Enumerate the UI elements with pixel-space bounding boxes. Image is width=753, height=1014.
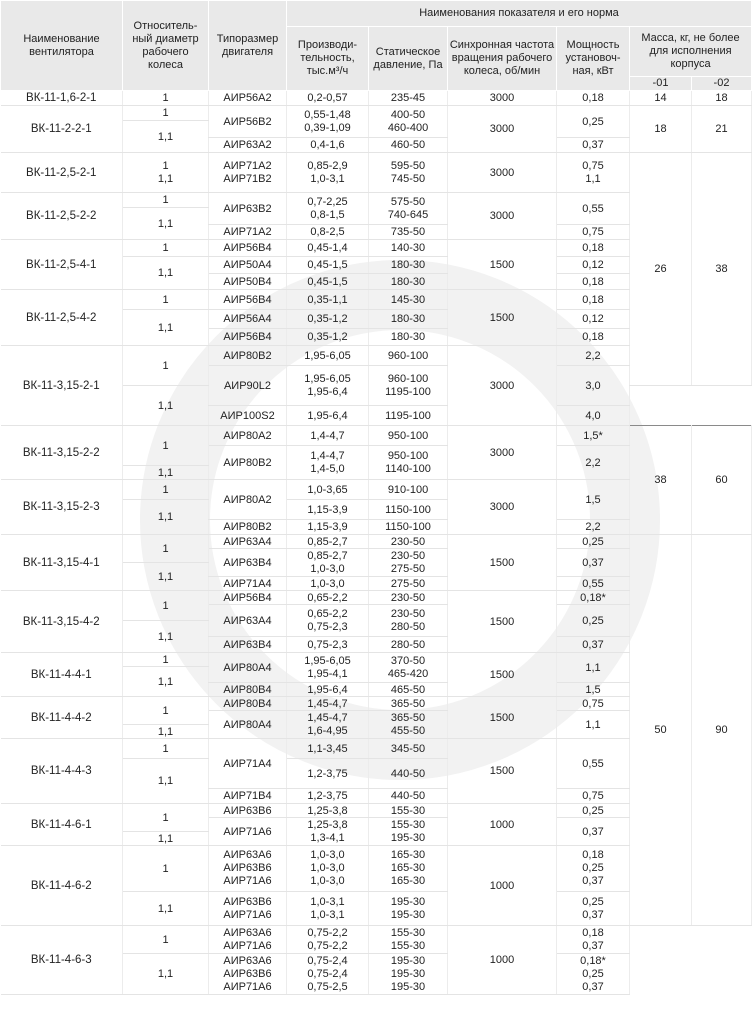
- power: 0,18: [557, 240, 630, 257]
- fan-name: ВК-11-2,5-2-2: [1, 193, 123, 240]
- pressure: 465-420: [387, 667, 429, 680]
- header-mass: Масса, кг, не более для исполнения корпуса: [630, 27, 752, 77]
- fan-name: ВК-11-2-2-1: [1, 106, 123, 153]
- rel-diameter: 1,1: [123, 954, 209, 995]
- rel-diameter: 1,1: [123, 121, 209, 153]
- header-rel-diameter: Относитель-ный диаметр рабочего колеса: [123, 1, 209, 91]
- pressure: 455-50: [390, 724, 426, 737]
- mass-02: 60: [692, 426, 752, 535]
- pressure: 960-100: [387, 372, 429, 385]
- pressure: 195-30: [390, 954, 426, 967]
- rel-diameter: 1: [123, 290, 209, 310]
- motor-type: АИР80А4: [209, 653, 287, 683]
- pressure: 155-30: [390, 939, 426, 952]
- pressure: 140-30: [369, 240, 448, 257]
- rel-diameter: 1: [162, 159, 169, 172]
- mass-02: 90: [692, 535, 752, 926]
- capacity: 0,75-2,3: [307, 620, 348, 633]
- capacity: 1,25-3,8: [307, 818, 348, 831]
- power: 1,5*: [557, 426, 630, 446]
- power: 0,25: [557, 535, 630, 549]
- header-mass-01: -01: [630, 77, 692, 91]
- pressure: 1140-100: [385, 462, 431, 475]
- rel-diameter: 1: [123, 106, 209, 121]
- pressure: 195-30: [390, 980, 426, 993]
- capacity: 0,2-0,57: [287, 91, 369, 106]
- fan-name: ВК-11-2,5-2-1: [1, 153, 123, 193]
- pressure: 275-50: [369, 577, 448, 591]
- rel-diameter: 1: [123, 346, 209, 386]
- speed: 3000: [448, 480, 557, 535]
- motor-type: АИР56В4: [209, 240, 287, 257]
- motor-type: АИР80А2: [209, 426, 287, 446]
- power: 0,37: [582, 908, 604, 921]
- rel-diameter: 1,1: [157, 172, 174, 185]
- fan-name: ВК-11-4-6-2: [1, 846, 123, 926]
- pressure: 370-50: [390, 654, 426, 667]
- power: 1,1: [557, 653, 630, 683]
- fan-name: ВК-11-4-4-2: [1, 697, 123, 739]
- pressure: 180-30: [369, 329, 448, 346]
- power: 0,25: [582, 862, 604, 874]
- pressure: 960-100: [369, 346, 448, 366]
- power: 0,37: [557, 637, 630, 653]
- pressure: 440-50: [369, 789, 448, 804]
- pressure: 365-50: [369, 697, 448, 711]
- pressure: 195-30: [390, 908, 426, 921]
- capacity: 1,0-3,1: [310, 895, 345, 908]
- capacity: 0,85-2,9: [307, 159, 348, 172]
- speed: 3000: [448, 193, 557, 240]
- power: 0,18: [557, 329, 630, 346]
- power: 2,2: [557, 520, 630, 535]
- power: 0,18*: [557, 591, 630, 605]
- capacity: 0,65-2,2: [287, 591, 369, 605]
- motor-type: АИР63А4: [209, 605, 287, 637]
- power: 0,25: [582, 895, 604, 908]
- power: 2,2: [557, 346, 630, 366]
- rel-diameter: 1,1: [123, 310, 209, 346]
- pressure: 950-100: [387, 449, 429, 462]
- power: 2,2: [557, 446, 630, 480]
- motor-type: АИР71А6: [223, 980, 272, 993]
- pressure: 180-30: [369, 274, 448, 290]
- header-mass-02: -02: [692, 77, 752, 91]
- motor-type: АИР80А4: [209, 711, 287, 739]
- fan-name: ВК-11-3,15-4-1: [1, 535, 123, 591]
- power: 0,75: [557, 697, 630, 711]
- motor-type: АИР80В2: [209, 446, 287, 480]
- rel-diameter: 1: [123, 91, 209, 106]
- fan-name: ВК-11-2,5-4-1: [1, 240, 123, 290]
- power: 0,18: [582, 849, 604, 861]
- pressure: 1150-100: [369, 520, 448, 535]
- capacity: 1,6-4,95: [307, 724, 348, 737]
- pressure: 910-100: [369, 480, 448, 500]
- pressure: 180-30: [369, 257, 448, 274]
- power: 0,55: [557, 577, 630, 591]
- rel-diameter: 1,1: [123, 563, 209, 591]
- motor-type: АИР80В4: [209, 683, 287, 697]
- capacity: 1,0-3,65: [287, 480, 369, 500]
- rel-diameter: 1: [123, 535, 209, 563]
- pressure: 1195-100: [385, 385, 431, 398]
- capacity: 0,55-1,48: [304, 108, 351, 121]
- pressure: 460-400: [387, 121, 429, 134]
- power: 0,12: [557, 310, 630, 329]
- pressure: 230-50: [390, 549, 426, 562]
- motor-type: АИР63А2: [209, 138, 287, 153]
- capacity: 0,75-2,2: [307, 926, 348, 939]
- power: 0,37: [557, 549, 630, 577]
- capacity: 1,95-6,4: [307, 385, 348, 398]
- capacity: 1,95-4,1: [307, 667, 348, 680]
- power: 0,25: [557, 804, 630, 818]
- motor-type: АИР50В4: [209, 274, 287, 290]
- pressure: 230-50: [369, 535, 448, 549]
- capacity: 0,7-2,25: [307, 195, 348, 208]
- fan-name: ВК-11-4-6-3: [1, 926, 123, 995]
- mass-01: 50: [630, 535, 692, 926]
- motor-type: АИР63А6: [223, 849, 272, 861]
- motor-type: АИР80А2: [209, 480, 287, 520]
- motor-type: АИР63В6: [223, 862, 272, 874]
- pressure: 230-50: [390, 607, 426, 620]
- capacity: 0,75-2,3: [287, 637, 369, 653]
- speed: 1500: [448, 653, 557, 697]
- fan-name: ВК-11-1,6-2-1: [1, 91, 123, 106]
- rel-diameter: 1,1: [123, 257, 209, 290]
- capacity: 1,0-3,0: [310, 849, 345, 861]
- capacity: 1,4-5,0: [310, 462, 345, 475]
- motor-type: АИР71В2: [223, 172, 272, 185]
- rel-diameter: 1: [123, 591, 209, 621]
- fan-name: ВК-11-3,15-2-1: [1, 346, 123, 426]
- capacity: 1,45-4,7: [287, 697, 369, 711]
- capacity: 1,95-6,05: [287, 346, 369, 366]
- rel-diameter: 1,1: [123, 621, 209, 653]
- mass-02: 21: [692, 106, 752, 153]
- capacity: 0,85-2,7: [287, 535, 369, 549]
- rel-diameter: 1: [123, 926, 209, 954]
- fan-name: ВК-11-4-6-1: [1, 804, 123, 846]
- speed: 1500: [448, 739, 557, 804]
- power: 4,0: [557, 406, 630, 426]
- pressure: 275-50: [390, 562, 426, 575]
- capacity: 1,0-3,0: [310, 875, 345, 887]
- speed: 1500: [448, 290, 557, 346]
- capacity: 0,39-1,09: [304, 121, 351, 134]
- rel-diameter: 1: [123, 480, 209, 500]
- motor-type: АИР63А4: [209, 535, 287, 549]
- pressure: 465-50: [369, 683, 448, 697]
- power: 0,25: [557, 106, 630, 138]
- pressure: 230-50: [369, 591, 448, 605]
- capacity: 1,2-3,75: [287, 759, 369, 789]
- capacity: 1,0-3,1: [310, 908, 345, 921]
- capacity: 1,95-6,05: [304, 372, 351, 385]
- rel-diameter: 1,1: [123, 725, 209, 739]
- pressure: 1150-100: [369, 500, 448, 520]
- pressure: 155-30: [369, 804, 448, 818]
- motor-type: АИР63В6: [223, 967, 272, 980]
- pressure: 1195-100: [369, 406, 448, 426]
- rel-diameter: 1,1: [123, 667, 209, 697]
- mass-01: 14: [630, 91, 692, 106]
- speed: 1500: [448, 697, 557, 739]
- capacity: 0,75-2,4: [307, 954, 348, 967]
- motor-type: АИР71А6: [223, 875, 272, 887]
- capacity: 1,15-3,9: [287, 520, 369, 535]
- power: 0,18: [557, 290, 630, 310]
- motor-type: АИР100S2: [209, 406, 287, 426]
- mass-01: 38: [630, 426, 692, 535]
- motor-type: АИР56В4: [209, 290, 287, 310]
- capacity: 0,65-2,2: [307, 607, 348, 620]
- speed: 3000: [448, 91, 557, 106]
- pressure: 735-50: [369, 225, 448, 240]
- pressure: 195-30: [390, 831, 426, 844]
- capacity: 0,8-1,5: [310, 208, 345, 221]
- pressure: 440-50: [369, 759, 448, 789]
- capacity: 1,3-4,1: [310, 831, 345, 844]
- power: 0,25: [557, 605, 630, 637]
- mass-01: 26: [630, 153, 692, 386]
- power: 0,18: [557, 274, 630, 290]
- header-pressure: Статическое давление, Па: [369, 27, 448, 91]
- rel-diameter: 1: [123, 193, 209, 208]
- power: 1,1: [557, 711, 630, 739]
- rel-diameter: 1,1: [123, 208, 209, 240]
- pressure: 345-50: [369, 739, 448, 759]
- power: 0,37: [582, 875, 604, 887]
- capacity: 1,15-3,9: [287, 500, 369, 520]
- rel-diameter: 1,1: [123, 386, 209, 426]
- speed: 3000: [448, 153, 557, 193]
- motor-type: АИР80В4: [209, 697, 287, 711]
- pressure: 155-30: [390, 926, 426, 939]
- motor-type: АИР63В2: [209, 193, 287, 225]
- motor-type: АИР71А6: [223, 939, 272, 952]
- capacity: 0,75-2,4: [307, 967, 348, 980]
- motor-type: АИР71А4: [209, 577, 287, 591]
- capacity: 0,45-1,5: [287, 257, 369, 274]
- pressure: 460-50: [369, 138, 448, 153]
- capacity: 1,0-3,0: [287, 577, 369, 591]
- motor-type: АИР56А2: [209, 91, 287, 106]
- motor-type: АИР71А6: [209, 818, 287, 846]
- motor-type: АИР63А6: [223, 926, 272, 939]
- pressure: 365-50: [390, 711, 426, 724]
- power: 1,1: [585, 172, 601, 185]
- header-power: Мощность установоч-ная, кВт: [557, 27, 630, 91]
- rel-diameter: 1: [123, 846, 209, 892]
- capacity: 1,0-3,1: [310, 172, 345, 185]
- motor-type: АИР63В6: [223, 895, 272, 908]
- motor-type: АИР80В2: [209, 520, 287, 535]
- power: 0,18: [557, 91, 630, 106]
- pressure: 950-100: [369, 426, 448, 446]
- capacity: 0,45-1,5: [287, 274, 369, 290]
- header-indicators: Наименования показателя и его норма: [287, 1, 752, 27]
- pressure: 165-30: [390, 862, 426, 874]
- capacity: 0,75-2,5: [307, 980, 348, 993]
- header-fan-name: Наименование вентилятора: [1, 1, 123, 91]
- mass-02: 38: [692, 153, 752, 386]
- speed: 1500: [448, 240, 557, 290]
- capacity: 1,0-3,0: [310, 562, 345, 575]
- rel-diameter: 1: [123, 240, 209, 257]
- pressure: 745-50: [390, 172, 426, 185]
- motor-type: АИР56В2: [209, 106, 287, 138]
- fan-name: ВК-11-3,15-2-2: [1, 426, 123, 480]
- fan-name: ВК-11-2,5-4-2: [1, 290, 123, 346]
- capacity: 0,35-1,2: [287, 310, 369, 329]
- pressure: 400-50: [390, 108, 426, 121]
- speed: 1500: [448, 591, 557, 653]
- power: 0,37: [582, 980, 604, 993]
- capacity: 1,25-3,8: [287, 804, 369, 818]
- motor-type: АИР63В4: [209, 637, 287, 653]
- power: 0,55: [557, 193, 630, 225]
- motor-type: АИР63В4: [209, 549, 287, 577]
- pressure: 740-645: [387, 208, 429, 221]
- motor-type: АИР80В2: [209, 346, 287, 366]
- capacity: 1,0-3,0: [310, 862, 345, 874]
- rel-diameter: 1: [123, 653, 209, 667]
- motor-type: АИР56В4: [209, 591, 287, 605]
- speed: 1500: [448, 535, 557, 591]
- capacity: 1,4-4,7: [287, 426, 369, 446]
- rel-diameter: 1: [123, 697, 209, 725]
- fan-name: ВК-11-4-4-3: [1, 739, 123, 804]
- pressure: 155-30: [390, 818, 426, 831]
- capacity: 0,35-1,1: [287, 290, 369, 310]
- power: 0,37: [557, 138, 630, 153]
- mass-01: 18: [630, 106, 692, 153]
- motor-type: АИР63А6: [223, 954, 272, 967]
- capacity: 1,95-6,4: [287, 683, 369, 697]
- capacity: 1,95-6,05: [304, 654, 351, 667]
- speed: 1000: [448, 804, 557, 846]
- rel-diameter: 1,1: [123, 832, 209, 846]
- capacity: 1,1-3,45: [287, 739, 369, 759]
- power: 1,5: [557, 683, 630, 697]
- pressure: 575-50: [390, 195, 426, 208]
- rel-diameter: 1,1: [123, 892, 209, 926]
- pressure: 595-50: [390, 159, 426, 172]
- speed: 1000: [448, 846, 557, 926]
- motor-type: АИР56В4: [209, 329, 287, 346]
- pressure: 280-50: [369, 637, 448, 653]
- power: 0,12: [557, 257, 630, 274]
- power: 0,37: [582, 939, 604, 952]
- motor-type: АИР56А4: [209, 310, 287, 329]
- power: 0,75: [557, 225, 630, 240]
- fan-name: ВК-11-3,15-4-2: [1, 591, 123, 653]
- capacity: 0,35-1,2: [287, 329, 369, 346]
- power: 0,25: [582, 967, 604, 980]
- pressure: 235-45: [369, 91, 448, 106]
- power: 0,18: [582, 926, 604, 939]
- capacity: 0,45-1,4: [287, 240, 369, 257]
- pressure: 165-30: [390, 875, 426, 887]
- motor-type: АИР90L2: [209, 366, 287, 406]
- motor-type: АИР71А2: [223, 159, 272, 172]
- speed: 3000: [448, 426, 557, 480]
- capacity: 0,85-2,7: [307, 549, 348, 562]
- pressure: 180-30: [369, 310, 448, 329]
- motor-type: АИР50А4: [209, 257, 287, 274]
- motor-type: АИР71А6: [223, 908, 272, 921]
- power: 0,75: [582, 159, 604, 172]
- rel-diameter: 1: [123, 739, 209, 759]
- fan-name: ВК-11-4-4-1: [1, 653, 123, 697]
- capacity: 1,2-3,75: [287, 789, 369, 804]
- speed: 3000: [448, 346, 557, 426]
- power: 0,55: [557, 739, 630, 789]
- speed: 3000: [448, 106, 557, 153]
- rel-diameter: 1: [123, 804, 209, 832]
- capacity: 1,45-4,7: [307, 711, 348, 724]
- capacity: 1,4-4,7: [310, 449, 345, 462]
- power: 3,0: [557, 366, 630, 406]
- motor-type: АИР71А4: [209, 739, 287, 789]
- power: 0,75: [557, 789, 630, 804]
- power: 0,37: [557, 818, 630, 846]
- capacity: 1,95-6,4: [287, 406, 369, 426]
- power: 0,18*: [580, 954, 606, 967]
- header-speed: Синхронная частота вращения рабочего колеса, об/мин: [448, 27, 557, 91]
- rel-diameter: 1,1: [123, 466, 209, 480]
- header-capacity: Производи-тельность, тыс.м³/ч: [287, 27, 369, 91]
- rel-diameter: 1,1: [123, 759, 209, 804]
- rel-diameter: 1: [123, 426, 209, 466]
- motor-type: АИР71А2: [209, 225, 287, 240]
- header-motor-type: Типоразмер двигателя: [209, 1, 287, 91]
- motor-type: АИР63В6: [209, 804, 287, 818]
- capacity: 0,8-2,5: [287, 225, 369, 240]
- rel-diameter: 1,1: [123, 500, 209, 535]
- mass-02: 18: [692, 91, 752, 106]
- pressure: 195-30: [390, 895, 426, 908]
- pressure: 165-30: [390, 849, 426, 861]
- pressure: 145-30: [369, 290, 448, 310]
- capacity: 0,75-2,2: [307, 939, 348, 952]
- motor-type: АИР71В4: [209, 789, 287, 804]
- power: 1,5: [557, 480, 630, 520]
- fan-name: ВК-11-3,15-2-3: [1, 480, 123, 535]
- pressure: 195-30: [390, 967, 426, 980]
- pressure: 280-50: [390, 620, 426, 633]
- capacity: 0,4-1,6: [287, 138, 369, 153]
- speed: 1000: [448, 926, 557, 995]
